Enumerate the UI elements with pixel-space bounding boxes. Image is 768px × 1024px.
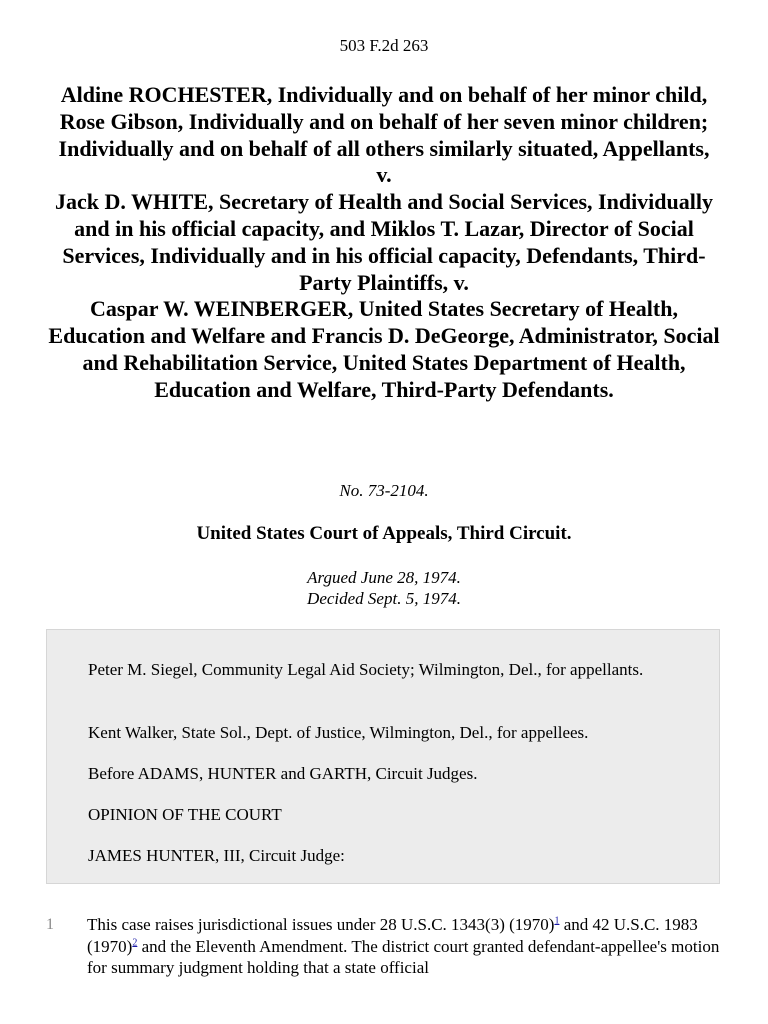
paragraph-text-part-3: and the Eleventh Amendment. The district court granted defendant-appellee's motion for summary judgment holding that a state official [87,936,720,977]
decided-date: Decided Sept. 5, 1974. [307,589,461,608]
counsel-panel [46,629,720,884]
case-caption [40,82,728,404]
argued-date: Argued June 28, 1974. [307,568,461,587]
opinion-author: JAMES HUNTER, III, Circuit Judge: [88,846,345,865]
caption-defendants: Jack D. WHITE, Secretary of Health and Social Services, Individually and in his official capacity, and Miklos T. Lazar, Director of Social Services, Individually and in his official capacity, Defendants, Third-Party Plaintiffs, v. [55,189,713,295]
docket-number: No. 73-2104. [339,481,429,500]
paragraph-number: 1 [46,916,54,933]
caption-versus: v. [376,162,392,188]
caption-appellants: Aldine ROCHESTER, Individually and on behalf of her minor child, Rose Gibson, Individually and on behalf of her seven minor children; Individually and on behalf of all others similarly situated, Appellants, [58,82,710,161]
paragraph-text [87,914,723,979]
counsel-appellants: Peter M. Siegel, Community Legal Aid Society; Wilmington, Del., for appellants. [88,660,644,679]
footnote-link-2[interactable]: 2 [132,936,138,948]
footnote-link-1[interactable]: 1 [554,915,560,927]
case-citation: 503 F.2d 263 [339,36,429,55]
court-name: United States Court of Appeals, Third Circuit. [196,523,572,544]
counsel-appellees: Kent Walker, State Sol., Dept. of Justice, Wilmington, Del., for appellees. [88,723,589,742]
paragraph-text-part-2: and 42 U.S.C. 1983 (1970) [87,915,698,956]
paragraph-text-part-1: This case raises jurisdictional issues under 28 U.S.C. 1343(3) (1970) [87,915,555,934]
caption-third-party-defendants: Caspar W. WEINBERGER, United States Secretary of Health, Education and Welfare and Francis D. DeGeorge, Administrator, Social and Rehabilitation Service, United States Department of Health, Education and Welfare, Third-Party Defendants. [48,296,720,402]
case-dates [0,567,768,609]
panel-judges: Before ADAMS, HUNTER and GARTH, Circuit Judges. [88,764,478,783]
opinion-heading: OPINION OF THE COURT [88,805,282,824]
